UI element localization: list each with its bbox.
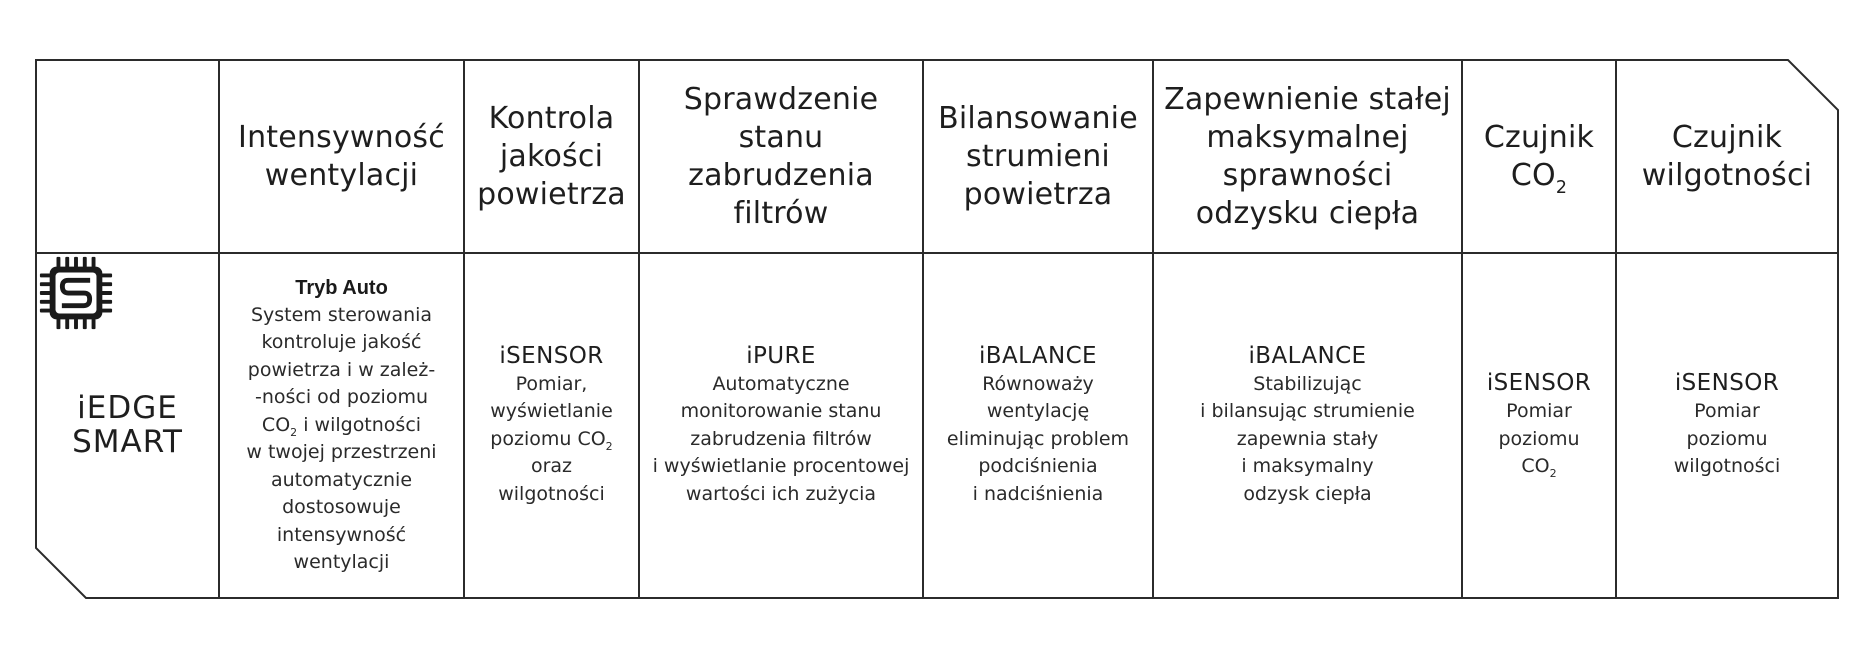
description-line: wilgotności <box>1673 455 1781 478</box>
description-line: i maksymalny <box>1241 455 1374 478</box>
description-line: automatycznie <box>270 468 413 491</box>
description-line: odzysk ciepła <box>1243 482 1372 505</box>
body-cell-ibalance-heat <box>1154 254 1461 596</box>
header-line: Czujnik <box>1671 120 1783 155</box>
header-line: powietrza <box>963 177 1113 212</box>
description-line: System sterowania <box>250 303 433 326</box>
description-line: monitorowanie stanu <box>680 400 882 423</box>
description-line: poziomu $CO_2$ <box>490 427 613 453</box>
header-line: Intensywność <box>238 120 445 155</box>
feature-title: iPURE <box>746 342 816 369</box>
description-line: wilgotności <box>498 482 605 505</box>
description-line: wentylację <box>986 400 1090 423</box>
description-line: eliminując problem <box>946 427 1130 450</box>
header-line: maksymalnej <box>1206 120 1409 155</box>
description-line: zabrudzenia filtrów <box>690 427 872 450</box>
description-line: wartości ich zużycia <box>685 482 877 505</box>
description-line: wyświetlanie <box>490 400 613 423</box>
description-line: Równoważy <box>982 372 1094 395</box>
description-line: w twojej przestrzeni <box>246 441 437 463</box>
header-cell-heat-recovery <box>1154 62 1461 252</box>
feature-title: iBALANCE <box>979 342 1097 369</box>
header-line: wilgotności <box>1641 158 1813 193</box>
product-name-line2: SMART <box>72 424 183 460</box>
body-cell-ipure <box>640 254 922 596</box>
header-cell-airflow-balancing <box>924 62 1152 252</box>
description-line: $CO_2$ <box>1521 455 1557 481</box>
feature-title: iSENSOR <box>1674 370 1780 397</box>
header-line: Zapewnienie stałej <box>1164 82 1451 117</box>
header-line: strumieni <box>966 139 1110 174</box>
header-line: odzysku ciepła <box>1195 196 1420 231</box>
description-line: oraz <box>530 455 573 478</box>
header-cell-co2-sensor <box>1463 62 1615 252</box>
description-line: $CO_2$ i wilgotności <box>261 413 422 439</box>
description-line: i nadciśnienia <box>972 482 1104 505</box>
description-line: intensywność <box>276 523 407 546</box>
description-line: Automatyczne <box>712 372 850 395</box>
description-line: wentylacji <box>293 551 390 573</box>
body-cell-tryb-auto <box>220 254 463 596</box>
description-line: dostosowuje <box>282 496 401 518</box>
header-cell-ventilation-intensity <box>220 62 463 252</box>
header-line: Kontrola <box>488 101 615 136</box>
description-line: Pomiar <box>1694 400 1760 423</box>
header-cell-filter-check <box>640 62 922 252</box>
header-cell-air-quality <box>465 62 638 252</box>
body-cell-isensor <box>465 254 638 596</box>
description-line: poziomu <box>1686 427 1768 450</box>
feature-title: iBALANCE <box>1248 342 1367 369</box>
description-line: kontroluje jakość <box>261 331 422 353</box>
description-line: i bilansując strumienie <box>1200 400 1415 423</box>
header-cell-humidity-sensor <box>1617 62 1837 252</box>
description-line: -ności od poziomu <box>254 386 429 408</box>
description-line: Pomiar, <box>515 372 588 395</box>
header-line: Bilansowanie <box>938 101 1138 136</box>
description-line: powietrza i w zależ- <box>247 358 436 381</box>
description-line: podciśnienia <box>978 455 1098 478</box>
feature-title: Tryb Auto <box>295 276 388 299</box>
header-line: jakości <box>499 139 604 174</box>
header-line: sprawności <box>1222 158 1393 193</box>
header-line: Sprawdzenie <box>683 82 879 117</box>
header-line: wentylacji <box>264 158 419 193</box>
header-line: powietrza <box>477 177 626 212</box>
header-line: stanu <box>738 120 824 155</box>
header-line: Czujnik <box>1483 120 1595 155</box>
product-name-line1: iEDGE <box>77 390 178 426</box>
description-line: poziomu <box>1498 427 1580 450</box>
header-line: zabrudzenia <box>688 158 874 193</box>
description-line: Pomiar <box>1506 400 1572 423</box>
body-cell-ibalance <box>924 254 1152 596</box>
body-cell-isensor-co2 <box>1463 254 1615 596</box>
description-line: Stabilizując <box>1253 372 1362 395</box>
description-line: i wyświetlanie procentowej <box>652 455 910 478</box>
chip-icon <box>37 254 115 332</box>
feature-title: iSENSOR <box>499 342 604 369</box>
header-line: filtrów <box>733 196 829 231</box>
body-cell-isensor-humidity <box>1617 254 1837 596</box>
product-cell <box>37 254 218 596</box>
header-line: $CO_2$ <box>1510 158 1568 198</box>
feature-title: iSENSOR <box>1486 370 1592 397</box>
description-line: zapewnia stały <box>1236 427 1379 450</box>
